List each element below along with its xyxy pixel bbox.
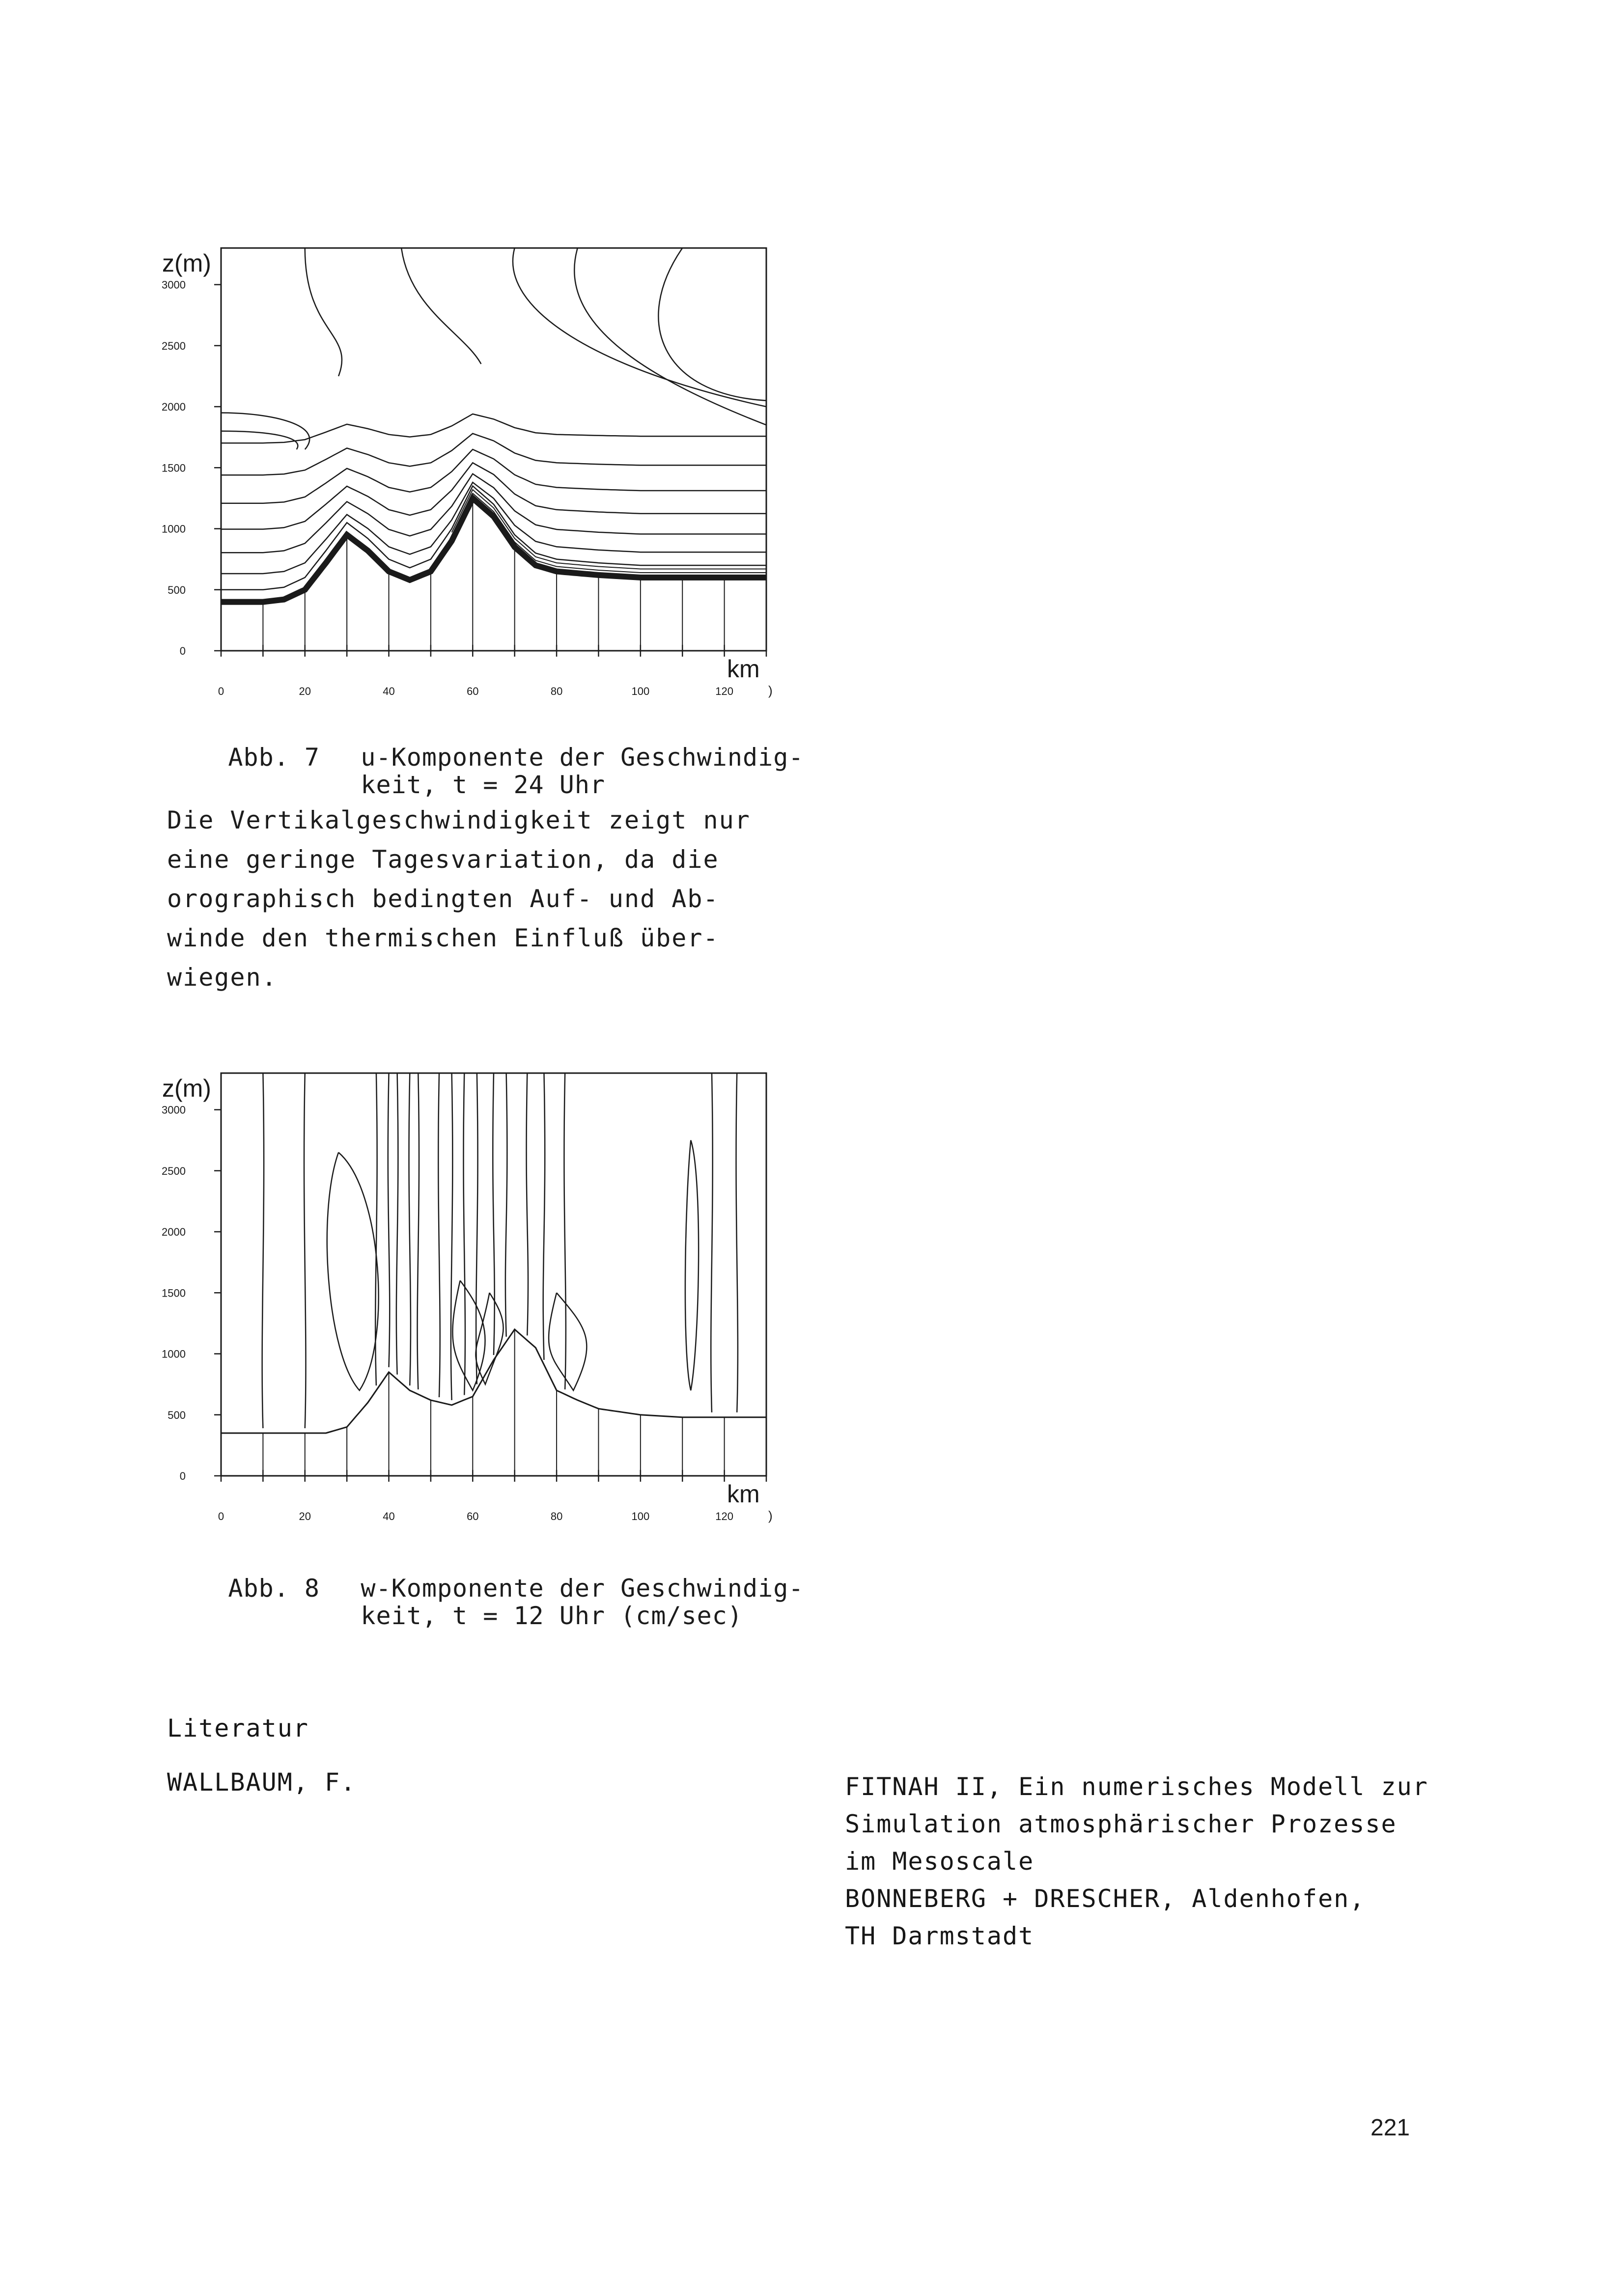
- y-tick-label: 3000: [162, 1104, 186, 1116]
- reference-line: TH Darmstadt: [845, 1922, 1035, 1950]
- y-axis-label: z(m): [162, 249, 211, 277]
- x-axis-end-mark: ): [768, 683, 773, 698]
- y-tick-label: 2000: [162, 401, 186, 414]
- contour-line: [221, 486, 766, 590]
- x-tick-label: 120: [715, 1510, 733, 1522]
- paragraph-line: orographisch bedingten Auf- und Ab-: [167, 885, 719, 913]
- x-axis-end-mark: ): [768, 1508, 773, 1523]
- y-tick-label: 500: [168, 583, 186, 596]
- contour-line: [658, 248, 766, 401]
- x-tick-label: 120: [715, 685, 733, 697]
- y-tick-label: 1000: [162, 523, 186, 535]
- figure-abb-7: [147, 246, 791, 737]
- literature-heading: Literatur: [167, 1714, 309, 1743]
- contour-loop: [475, 1293, 503, 1384]
- caption-number: Abb. 8: [228, 1574, 320, 1603]
- paragraph-line: wiegen.: [167, 963, 278, 992]
- x-tick-label: 0: [218, 1510, 224, 1522]
- contour-line: [305, 248, 342, 376]
- contour-plot-abb-7: [147, 246, 791, 737]
- contour-line: [736, 1073, 737, 1412]
- x-tick-label: 40: [383, 685, 395, 697]
- y-tick-label: 1500: [162, 462, 186, 474]
- contour-loop: [685, 1140, 699, 1390]
- contour-loop: [327, 1153, 379, 1391]
- x-tick-label: 0: [218, 685, 224, 697]
- y-tick-label: 1500: [162, 1287, 186, 1300]
- figure-abb-8: [147, 1071, 791, 1562]
- y-tick-label: 2000: [162, 1226, 186, 1239]
- literature-author: WALLBAUM, F.: [167, 1768, 357, 1797]
- contour-line: [543, 1073, 545, 1360]
- reference-line: FITNAH II, Ein numerisches Modell zur: [845, 1772, 1428, 1801]
- contour-line: [438, 1073, 440, 1397]
- contour-line: [409, 1073, 410, 1385]
- paragraph-line: Die Vertikalgeschwindigkeit zeigt nur: [167, 806, 751, 834]
- y-tick-label: 3000: [162, 278, 186, 291]
- caption-number: Abb. 7: [228, 743, 320, 772]
- x-tick-label: 20: [299, 1510, 311, 1522]
- x-tick-label: 60: [467, 1510, 479, 1522]
- caption-text: w-Komponente der Geschwindig- keit, t = 12 Uhr (cm/sec): [361, 1574, 804, 1630]
- contour-line: [221, 482, 766, 574]
- figure-caption-abb-8: [167, 1547, 806, 1657]
- contour-line: [463, 1073, 465, 1395]
- x-tick-label: 60: [467, 685, 479, 697]
- y-tick-label: 0: [179, 1470, 186, 1482]
- contour-line: [418, 1073, 419, 1389]
- x-tick-label: 100: [631, 1510, 650, 1522]
- contour-line: [401, 248, 481, 364]
- contour-line: [452, 490, 766, 569]
- contour-line: [221, 449, 766, 503]
- contour-line: [564, 1073, 565, 1389]
- plot-frame: [221, 1073, 766, 1476]
- reference-line: BONNEBERG + DRESCHER, Aldenhofen,: [845, 1884, 1366, 1913]
- x-tick-label: 80: [550, 1510, 563, 1522]
- contour-line: [221, 431, 298, 449]
- y-tick-label: 0: [179, 645, 186, 657]
- contour-plot-abb-8: [147, 1071, 791, 1562]
- contour-line: [527, 1073, 528, 1335]
- x-axis-label: km: [727, 655, 760, 683]
- y-axis-label: z(m): [162, 1075, 211, 1102]
- contour-line: [388, 1073, 390, 1367]
- contour-line: [304, 1073, 306, 1428]
- contour-line: [513, 248, 766, 407]
- contour-line: [505, 1073, 507, 1337]
- paragraph-line: eine geringe Tagesvariation, da die: [167, 845, 719, 874]
- y-tick-label: 500: [168, 1409, 186, 1421]
- page-number: 221: [1370, 2115, 1410, 2141]
- x-axis-label: km: [727, 1480, 760, 1508]
- reference-line: im Mesoscale: [845, 1847, 1035, 1876]
- y-tick-label: 2500: [162, 339, 186, 352]
- contour-line: [451, 1073, 452, 1400]
- contour-line: [262, 1073, 264, 1428]
- x-tick-label: 20: [299, 685, 311, 697]
- contour-line: [396, 1073, 398, 1375]
- x-tick-label: 100: [631, 685, 650, 697]
- contour-line: [711, 1073, 712, 1412]
- paragraph-line: winde den thermischen Einfluß über-: [167, 924, 719, 952]
- y-tick-label: 2500: [162, 1164, 186, 1177]
- contour-line: [476, 1073, 477, 1384]
- y-tick-label: 1000: [162, 1348, 186, 1360]
- contour-loop: [549, 1293, 587, 1390]
- caption-text: u-Komponente der Geschwindig- keit, t = 24 Uhr: [361, 743, 804, 799]
- reference-line: Simulation atmosphärischer Prozesse: [845, 1810, 1397, 1838]
- contour-line: [493, 1073, 494, 1355]
- contour-line: [574, 248, 766, 425]
- body-paragraph: [167, 801, 786, 997]
- x-tick-label: 80: [550, 685, 563, 697]
- literature-reference: [845, 1768, 1533, 1955]
- x-tick-label: 40: [383, 1510, 395, 1522]
